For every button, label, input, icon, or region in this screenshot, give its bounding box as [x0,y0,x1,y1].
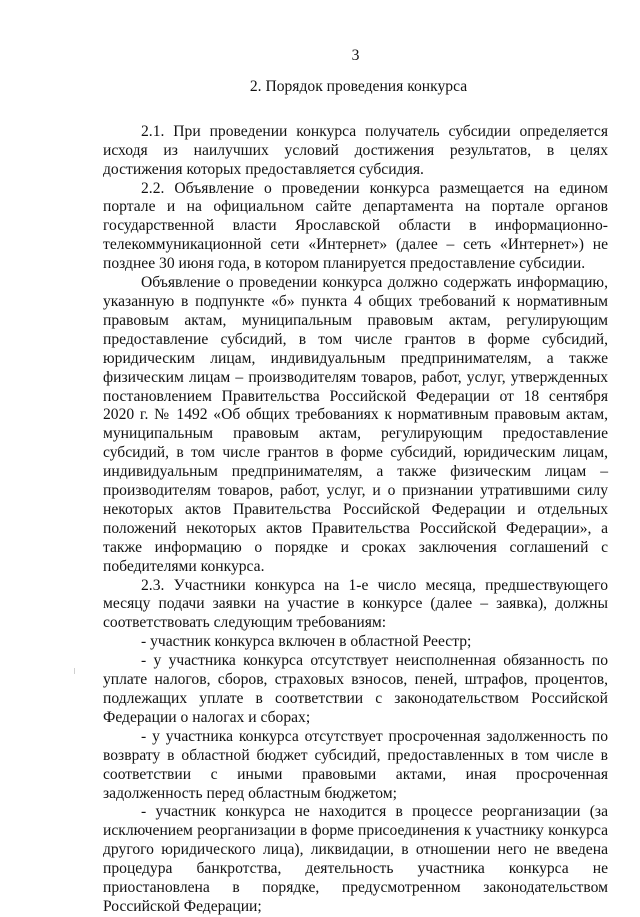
page-content [103,47,608,917]
requirement-no-reorganization: - участник конкурса не находится в процессе реорганизации (за исключением реорганизации в форме присоединения к участнику конкурса другого юридического лица), ликвидации, в отношении него не введена процедура банкротства, деятельность участника конкурса не приостановлена в порядке, предусмотренном законодательством Российской Федерации; [103,803,608,915]
page-number: 3 [351,47,360,64]
paragraph-2-3: 2.3. Участники конкурса на 1-е число месяца, предшествующего месяцу подачи заявки на участие в конкурсе (далее – заявка), должны соответствовать следующим требованиям: [103,576,608,632]
margin-mark [74,668,75,674]
paragraph-2-1: 2.1. При проведении конкурса получатель субсидии определяется исходя из наилучших условий достижения результатов, в целях достижения которых предоставляется субсидия. [103,122,608,178]
paragraph-2-2: 2.2. Объявление о проведении конкурса размещается на едином портале и на официальном сайте департамента на портале органов государственной власти Ярославской области в информационно-телекоммуникационной сети «Интернет» (далее – сеть «Интернет») не позднее 30 июня года, в котором планируется предоставление субсидии. [103,179,608,273]
requirement-no-budget-debt: - у участника конкурса отсутствует просроченная задолженность по возврату в областной бюджет субсидий, предоставленных в том числе в соответствии с иными правовыми актами, иная просроченная задолженность перед областным бюджетом; [103,727,608,802]
requirement-no-tax-debt: - у участника конкурса отсутствует неисполненная обязанность по уплате налогов, сборов, страховых взносов, пеней, штрафов, процентов, подлежащих уплате в соответствии с законодательством Российской Федерации о налогах и сборах; [103,652,608,726]
requirement-registry: - участник конкурса включен в областной Реестр; [141,633,472,651]
paragraph-announcement-content: Объявление о проведении конкурса должно содержать информацию, указанную в подпункте «б» пункта 4 общих требований к нормативным правовым актам, муниципальным правовым актам, регулирующим предоставление субсидий, в том числе грантов в форме субсидий, юридическим лицам, индивидуальным предпринимателям, а также физическим лицам – производителям товаров, работ, услуг, утвержденных постановлением Правительства Российской Федерации от 18 сентября 2020 г. № 1492 «Об общих требованиях к нормативным правовым актам, муниципальным правовым актам, регулирующим предоставление субсидий, в том числе грантов в форме субсидий, юридическим лицам, индивидуальным предпринимателям, а также физическим лицам – производителям товаров, работ, услуг, и о признании утратившими силу некоторых актов Правительства Российской Федерации и отдельных положений некоторых актов Правительства Российской Федерации», а также информацию о порядке и сроках заключения соглашений с победителями конкурса. [103,274,608,575]
section-title: 2. Порядок проведения конкурса [249,77,468,95]
